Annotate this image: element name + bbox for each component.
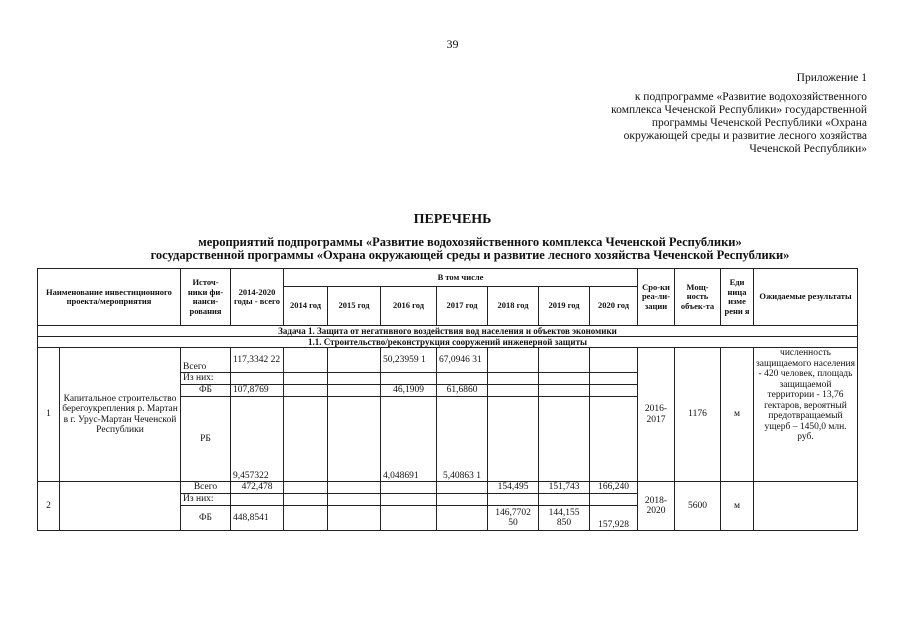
table-cell — [539, 373, 590, 385]
source-label: Всего — [181, 482, 231, 494]
appendix-line: к подпрограмме «Развитие водохозяйственного — [634, 91, 867, 103]
header-source: Источ-ники фи-нанси-рования — [181, 269, 231, 326]
terms-cell: 2018-2020 — [638, 482, 675, 531]
measures-table — [37, 268, 858, 531]
total-cell: 107,8769 — [231, 385, 284, 397]
table-cell — [284, 494, 328, 506]
task-row: Задача 1. Защита от негативного воздействия вод населения и объектов экономики — [38, 326, 858, 337]
header-year: 2018 год — [488, 287, 539, 326]
appendix-line: программы Чеченской Республики «Охрана — [651, 117, 867, 129]
table-cell — [284, 482, 328, 494]
header-unit: Еди ница изме рени я — [721, 269, 754, 326]
header-year: 2016 год — [381, 287, 437, 326]
capacity-cell: 5600 — [675, 482, 721, 531]
header-results: Ожидаемые результаты — [754, 269, 858, 326]
value-2016: 50,23959 1 — [381, 348, 437, 373]
value-2018: 146,7702 50 — [488, 506, 539, 531]
unit-cell: м — [721, 348, 754, 482]
table-cell — [284, 373, 328, 385]
total-cell: 117,3342 22 — [231, 348, 284, 373]
header-terms: Сро-ки реа-ли-зации — [638, 269, 675, 326]
appendix-line: окружающей среды и развитие лесного хозяйства — [623, 130, 867, 142]
subtask-row: 1.1. Строительство/реконструкция сооружений инженерной защиты — [38, 337, 858, 348]
row-number: 2 — [38, 482, 60, 531]
value-2016: 4,048691 — [381, 397, 437, 482]
total-cell: 472,478 — [231, 482, 284, 494]
table-cell — [284, 348, 328, 373]
table-cell — [590, 494, 638, 506]
source-label: РБ — [181, 397, 231, 482]
table-cell — [381, 494, 437, 506]
subheading-line: государственной программы «Охрана окружающей среды и развитие лесного хозяйства Чеченской Республики» — [150, 248, 790, 262]
source-label: Всего — [181, 348, 231, 373]
header-total: 2014-2020 годы - всего — [231, 269, 284, 326]
table-cell — [328, 482, 381, 494]
table-cell — [328, 494, 381, 506]
table-cell — [381, 482, 437, 494]
source-label: ФБ — [181, 506, 231, 531]
value-2017: 61,6860 — [437, 385, 488, 397]
table-cell — [539, 348, 590, 373]
table-cell — [488, 494, 539, 506]
table-cell — [328, 385, 381, 397]
total-cell: 9,457322 — [231, 397, 284, 482]
table-cell — [488, 385, 539, 397]
value-2019: 144,155 850 — [539, 506, 590, 531]
header-year: 2014 год — [284, 287, 328, 326]
table-cell — [488, 373, 539, 385]
results-cell: численность защищаемого населения - 420 человек, площадь защищаемой территории - 13,76 гектаров, вероятный предотвращаемый ущерб – 1450,0 млн. руб. — [754, 348, 858, 482]
header-name: Наименование инвестиционного проекта/мероприятия — [38, 269, 181, 326]
table-cell — [328, 397, 381, 482]
table-cell — [590, 397, 638, 482]
subheading-line: мероприятий подпрограммы «Развитие водохозяйственного комплекса Чеченской Республики» — [198, 235, 742, 249]
value-2017: 67,0946 31 — [437, 348, 488, 373]
table-cell — [437, 494, 488, 506]
table-cell — [231, 373, 284, 385]
source-label: Из них: — [181, 373, 231, 385]
table-cell — [328, 506, 381, 531]
table-cell — [539, 494, 590, 506]
table-cell — [284, 506, 328, 531]
table-cell — [539, 385, 590, 397]
header-year: 2017 год — [437, 287, 488, 326]
page-number: 39 — [446, 37, 459, 51]
header-capacity: Мощ-ность объек-та — [675, 269, 721, 326]
terms-cell: 2016-2017 — [638, 348, 675, 482]
table-cell — [328, 348, 381, 373]
table-cell — [590, 373, 638, 385]
table-cell — [284, 397, 328, 482]
table-cell — [381, 506, 437, 531]
table-cell — [488, 348, 539, 373]
source-label: ФБ — [181, 385, 231, 397]
value-2016: 46,1909 — [381, 385, 437, 397]
table-cell — [539, 397, 590, 482]
capacity-cell: 1176 — [675, 348, 721, 482]
appendix-block — [537, 72, 867, 156]
table-cell — [284, 385, 328, 397]
table-cell — [590, 385, 638, 397]
document-heading: ПЕРЕЧЕНЬ — [413, 212, 492, 227]
table-cell — [488, 397, 539, 482]
table-cell — [437, 373, 488, 385]
value-2020: 157,928 — [590, 506, 638, 531]
value-2019: 151,743 — [539, 482, 590, 494]
header-year: 2020 год — [590, 287, 638, 326]
header-year: 2019 год — [539, 287, 590, 326]
table-cell — [231, 494, 284, 506]
table-cell — [590, 348, 638, 373]
appendix-line: Чеченской Республики» — [749, 143, 867, 155]
results-cell — [754, 482, 858, 531]
header-including: В том числе — [284, 269, 638, 287]
value-2018: 154,495 — [488, 482, 539, 494]
row-number: 1 — [38, 348, 60, 482]
header-year: 2015 год — [328, 287, 381, 326]
appendix-line: комплекса Чеченской Республики» государственной — [611, 104, 867, 116]
total-cell: 448,8541 — [231, 506, 284, 531]
project-name — [60, 482, 181, 531]
table-cell — [381, 373, 437, 385]
value-2017: 5,40863 1 — [437, 397, 488, 482]
table-cell — [437, 482, 488, 494]
unit-cell: м — [721, 482, 754, 531]
appendix-title: Приложение 1 — [796, 72, 867, 84]
project-name: Капитальное строительство берегоукрепления р. Мартан в г. Урус-Мартан Чеченской Республики — [60, 348, 181, 482]
table-cell — [437, 506, 488, 531]
table-cell — [328, 373, 381, 385]
document-subheading — [40, 236, 900, 262]
source-label: Из них: — [181, 494, 231, 506]
value-2020: 166,240 — [590, 482, 638, 494]
